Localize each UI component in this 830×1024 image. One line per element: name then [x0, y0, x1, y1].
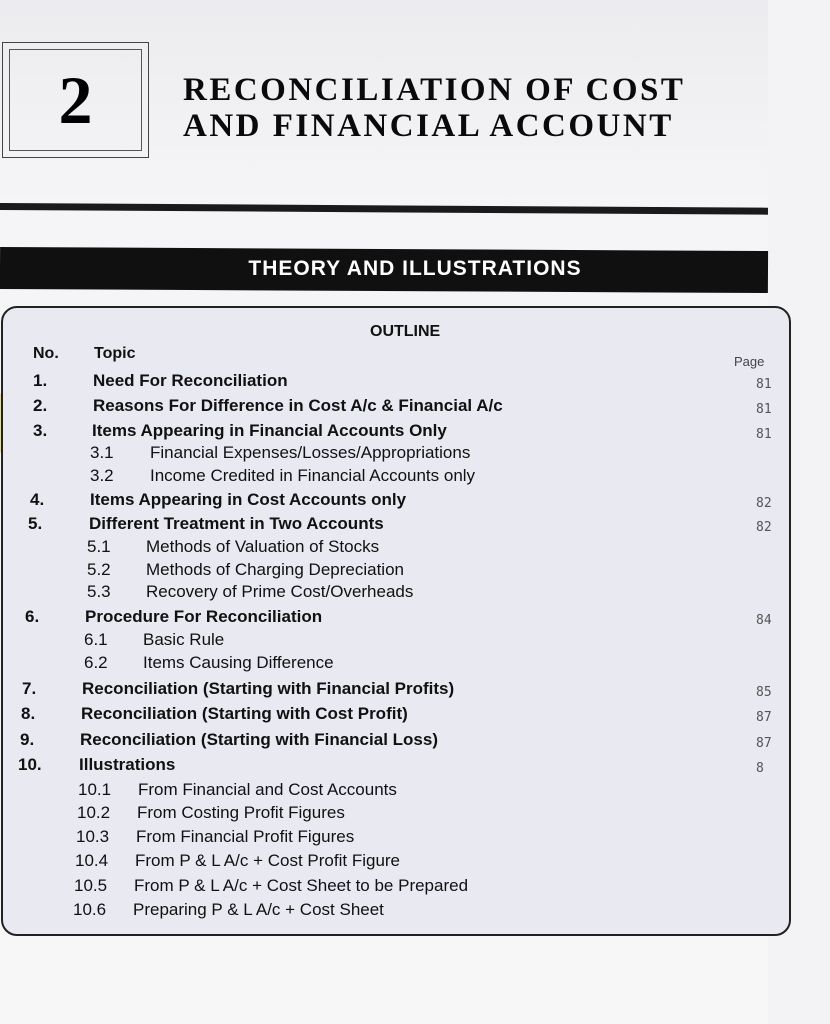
chapter-title: [183, 72, 685, 144]
outline-item-number: 4.: [30, 490, 45, 509]
outline-item-page: 8: [756, 761, 764, 776]
outline-item-number: 7.: [22, 679, 37, 698]
outline-item-number: 5.: [28, 514, 43, 533]
outline-item-number: 10.5: [74, 876, 108, 895]
outline-item-number: 10.4: [75, 851, 109, 870]
outline-item-number: 10.: [18, 755, 42, 774]
outline-item-number: 3.2: [90, 466, 114, 485]
outline-item-topic: From Financial Profit Figures: [136, 827, 355, 846]
outline-item-topic: Reasons For Difference in Cost A/c & Financial A/c: [93, 396, 503, 415]
outline-item-topic: From Costing Profit Figures: [137, 803, 345, 822]
outline-item-number: 5.1: [87, 537, 111, 556]
outline-item-page: 84: [756, 613, 772, 628]
outline-item-page: 87: [756, 736, 772, 751]
outline-item-topic: From P & L A/c + Cost Profit Figure: [135, 851, 401, 870]
outline-item-number: 2.: [33, 396, 48, 415]
column-header-topic: Topic: [94, 345, 136, 362]
outline-item-number: 10.3: [76, 827, 110, 846]
chapter-title-line-1: RECONCILIATION OF COST: [183, 72, 686, 108]
section-banner-text: THEORY AND ILLUSTRATIONS: [248, 257, 582, 280]
outline-item-number: 3.: [33, 421, 48, 440]
outline-item-topic: Reconciliation (Starting with Financial Profits): [82, 679, 455, 698]
outline-item-topic: Reconciliation (Starting with Cost Profit): [81, 704, 408, 723]
outline-item-topic: Basic Rule: [143, 630, 225, 649]
outline-item-topic: Methods of Valuation of Stocks: [146, 537, 380, 556]
chapter-number-box: [2, 42, 149, 158]
outline-item-topic: Reconciliation (Starting with Financial Loss): [80, 730, 438, 749]
outline-item-page: 82: [756, 520, 772, 535]
outline-item-page: 82: [756, 496, 772, 511]
outline-item-topic: Financial Expenses/Losses/Appropriations: [150, 443, 471, 462]
outline-item-topic: Illustrations: [79, 755, 176, 774]
outline-item-number: 6.: [25, 607, 40, 626]
column-header-no: No.: [33, 345, 59, 362]
chapter-title-line-2: AND FINANCIAL ACCOUNT: [183, 108, 674, 144]
outline-item-topic: Preparing P & L A/c + Cost Sheet: [133, 900, 384, 919]
outline-item-number: 9.: [20, 730, 35, 749]
column-header-page: Page: [734, 354, 765, 369]
chapter-number: 2: [58, 62, 93, 138]
outline-item-topic: Methods of Charging Depreciation: [146, 560, 404, 579]
outline-item-topic: Recovery of Prime Cost/Overheads: [146, 582, 414, 601]
outline-item-number: 5.3: [87, 582, 111, 601]
outline-item-page: 81: [756, 402, 772, 417]
outline-item-page: 87: [756, 710, 772, 725]
outline-item-topic: Items Appearing in Financial Accounts Only: [92, 421, 447, 440]
outline-item-topic: Need For Reconciliation: [93, 371, 288, 390]
outline-item-topic: Different Treatment in Two Accounts: [89, 514, 384, 533]
outline-item-topic: Procedure For Reconciliation: [85, 607, 323, 626]
outline-item-number: 8.: [21, 704, 36, 723]
outline-item-topic: Items Appearing in Cost Accounts only: [90, 490, 407, 509]
outline-item-topic: Items Causing Difference: [143, 653, 334, 672]
outline-item-page: 81: [756, 427, 772, 442]
outline-item-topic: From Financial and Cost Accounts: [138, 780, 397, 799]
outline-item-number: 6.1: [84, 630, 108, 649]
outline-item-number: 10.2: [77, 803, 111, 822]
outline-item-number: 5.2: [87, 560, 111, 579]
outline-item-number: 6.2: [84, 653, 108, 672]
outline-item-page: 81: [756, 377, 772, 392]
outline-item-page: 85: [756, 685, 772, 700]
outline-item-number: 3.1: [90, 443, 114, 462]
outline-heading: OUTLINE: [370, 323, 441, 340]
outline-item-number: 10.6: [73, 900, 107, 919]
outline-item-number: 10.1: [78, 780, 112, 799]
outline-item-topic: From P & L A/c + Cost Sheet to be Prepared: [134, 876, 469, 895]
outline-item-number: 1.: [33, 371, 48, 390]
outline-item-topic: Income Credited in Financial Accounts only: [150, 466, 476, 485]
